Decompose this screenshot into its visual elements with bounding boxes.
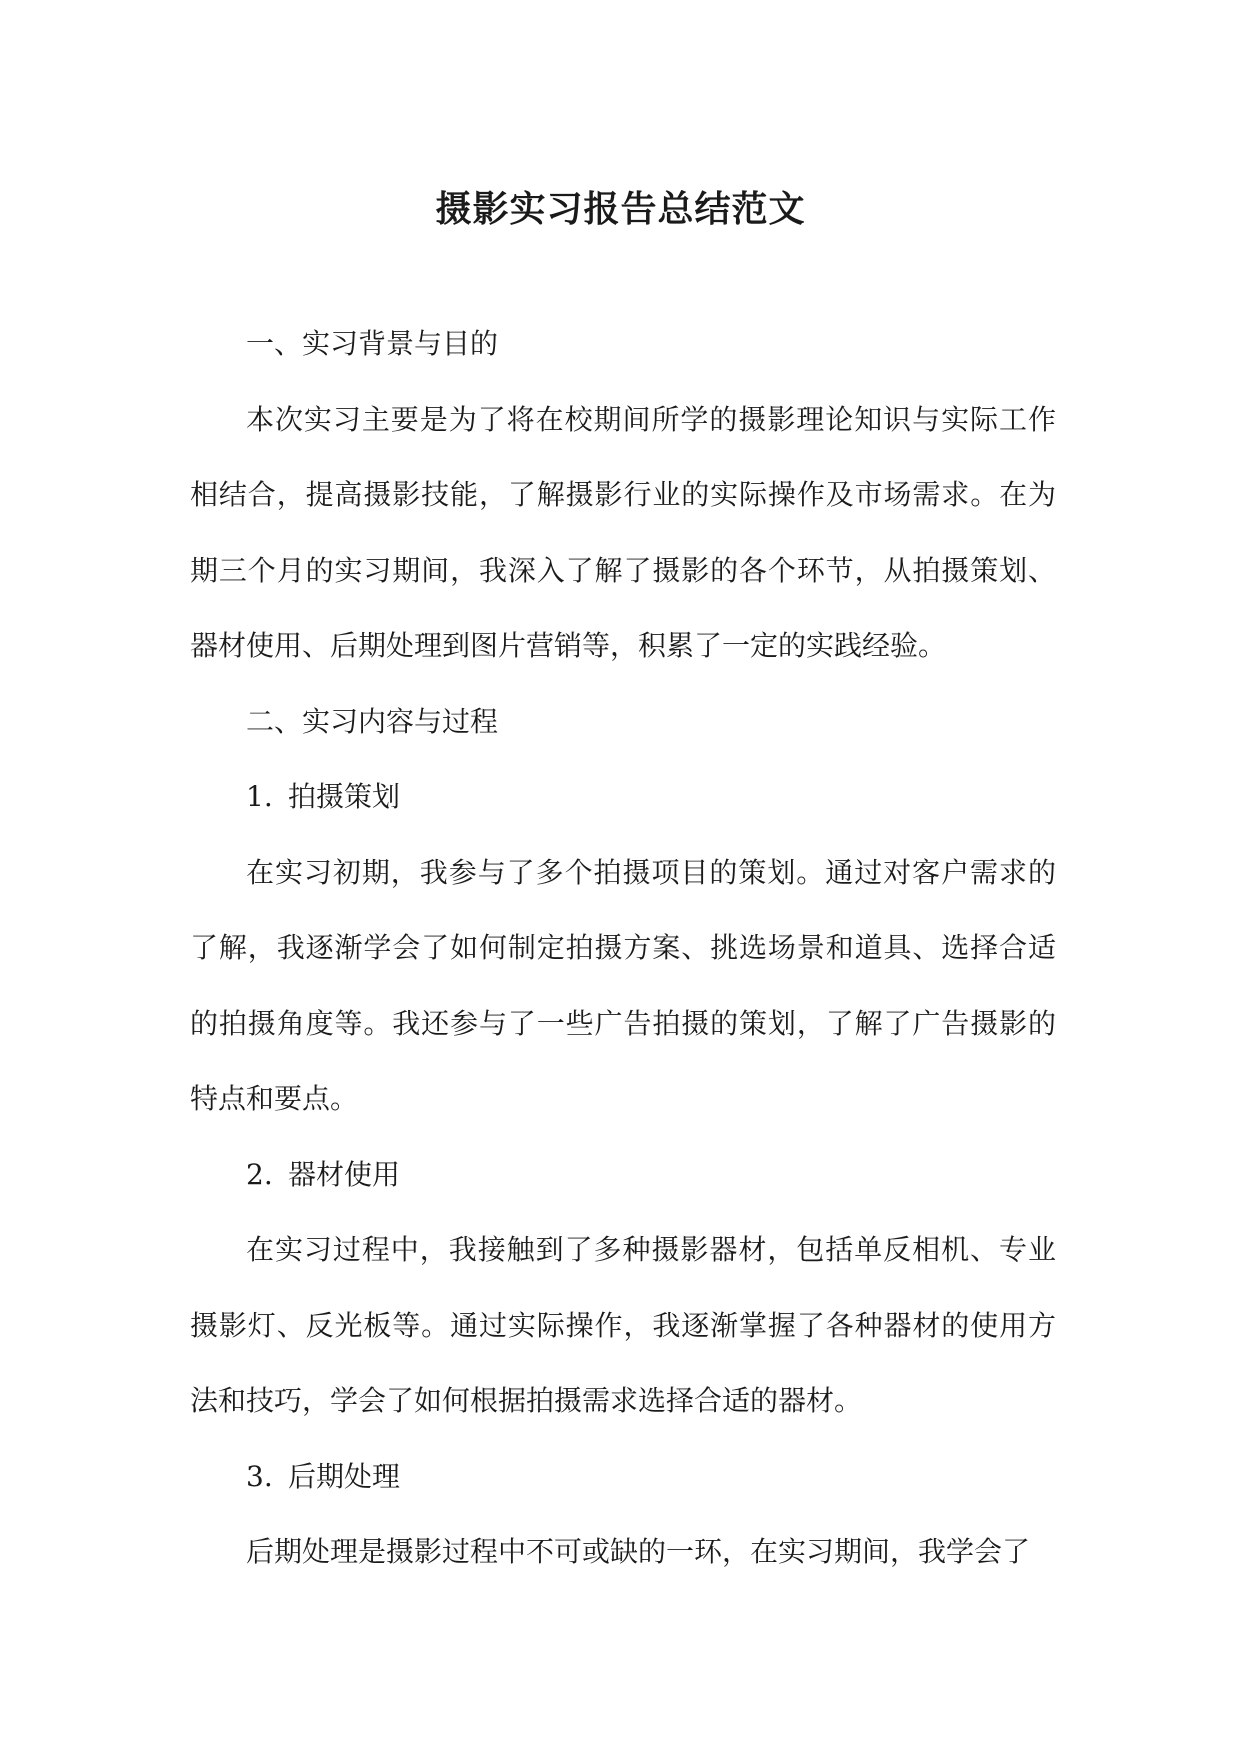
- item-heading-post-processing: [190, 1439, 1056, 1515]
- document-title: 摄影实习报告总结范文: [435, 188, 806, 230]
- item-number: 1.: [246, 780, 273, 813]
- item-heading-equipment: [190, 1137, 1056, 1213]
- item-heading-planning: [190, 759, 1056, 835]
- item-number: 2.: [246, 1157, 273, 1191]
- paragraph-equipment: 在实习过程中，我接触到了多种摄影器材，包括单反相机、专业摄影灯、反光板等。通过实际操作，我逐渐掌握了各种器材的使用方法和技巧，学会了如何根据拍摄需求选择合适的器材。: [190, 1233, 1056, 1417]
- section-heading-content: 二、实习内容与过程: [246, 704, 499, 738]
- document-body: [190, 306, 1056, 1590]
- item-title: 器材使用: [288, 1157, 401, 1191]
- item-title: 拍摄策划: [288, 780, 401, 813]
- paragraph-background: 本次实习主要是为了将在校期间所学的摄影理论知识与实际工作相结合，提高摄影技能，了解摄影行业的实际操作及市场需求。在为期三个月的实习期间，我深入了解了摄影的各个环节，从拍摄策划、器材使用、后期处理到图片营销等，积累了一定的实践经验。: [190, 402, 1056, 662]
- item-title: 后期处理: [288, 1459, 401, 1493]
- paragraph-planning: 在实习初期，我参与了多个拍摄项目的策划。通过对客户需求的了解，我逐渐学会了如何制定拍摄方案、挑选场景和道具、选择合适的拍摄角度等。我还参与了一些广告拍摄的策划，了解了广告摄影的特点和要点。: [190, 855, 1056, 1115]
- item-number: 3.: [246, 1459, 273, 1493]
- paragraph-post-processing: 后期处理是摄影过程中不可或缺的一环，在实习期间，我学会了: [246, 1535, 1031, 1568]
- section-heading-background: 一、实习背景与目的: [246, 327, 499, 360]
